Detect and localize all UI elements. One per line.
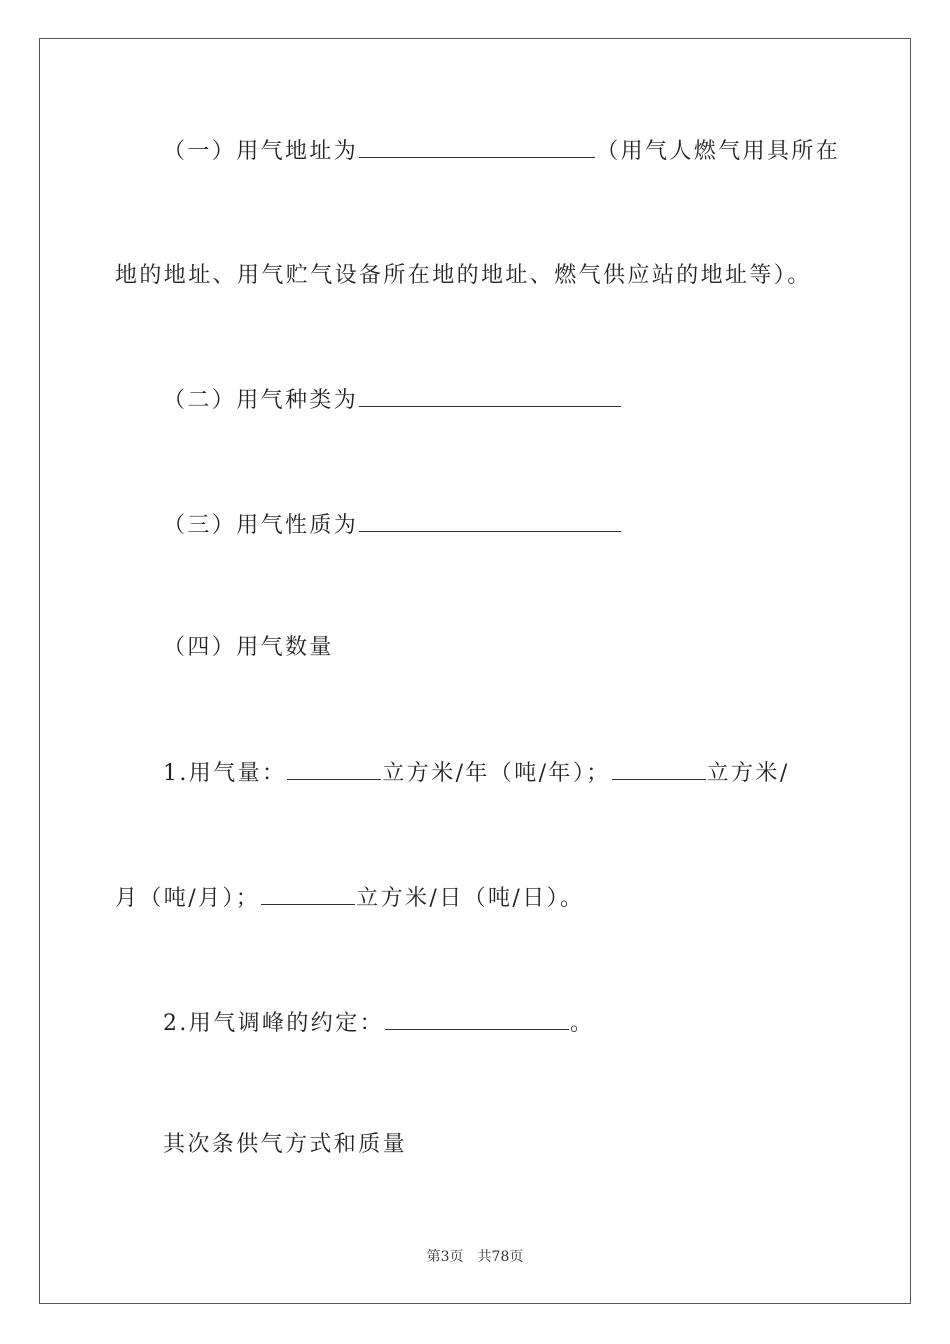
gas-type-line (163, 384, 622, 416)
gas-nature-blank[interactable] (359, 509, 621, 532)
gas-volume-month-unit: 立方米/ (706, 761, 790, 786)
peak-shaving-blank[interactable] (385, 1007, 569, 1030)
gas-volume-day-unit: 立方米/日（吨/日）。 (356, 886, 585, 911)
total-pages: 共78页 (477, 1249, 524, 1265)
gas-type-blank[interactable] (359, 384, 621, 407)
gas-volume-label: 1.用气量： (163, 761, 287, 786)
gas-volume-line-continued (115, 882, 584, 914)
peak-shaving-end: 。 (570, 1011, 595, 1036)
gas-address-line (163, 135, 840, 167)
peak-shaving-label: 2.用气调峰的约定： (163, 1011, 384, 1036)
gas-volume-year-unit: 立方米/年（吨/年）； (382, 761, 611, 786)
gas-address-blank[interactable] (359, 135, 595, 158)
peak-shaving-line (163, 1007, 594, 1039)
page-border (39, 38, 911, 1304)
gas-nature-label: （三）用气性质为 (163, 513, 359, 538)
page-footer (0, 1248, 950, 1266)
gas-address-note: （用气人燃气用具所在 (596, 139, 841, 164)
gas-address-note-continued: 地的地址、用气贮气设备所在地的地址、燃气供应站的地址等）。 (115, 263, 812, 288)
gas-volume-year-blank[interactable] (287, 757, 381, 780)
second-article-heading: 其次条供气方式和质量 (163, 1132, 408, 1157)
page-number: 第3页 (426, 1249, 464, 1265)
gas-nature-line (163, 509, 622, 541)
gas-type-label: （二）用气种类为 (163, 388, 359, 413)
gas-volume-month-blank[interactable] (612, 757, 706, 780)
gas-volume-month-unit-continued: 月（吨/月）； (115, 886, 261, 911)
gas-volume-line (163, 757, 790, 789)
gas-quantity-heading: （四）用气数量 (163, 635, 334, 660)
gas-address-label: （一）用气地址为 (163, 139, 359, 164)
gas-volume-day-blank[interactable] (261, 882, 355, 905)
